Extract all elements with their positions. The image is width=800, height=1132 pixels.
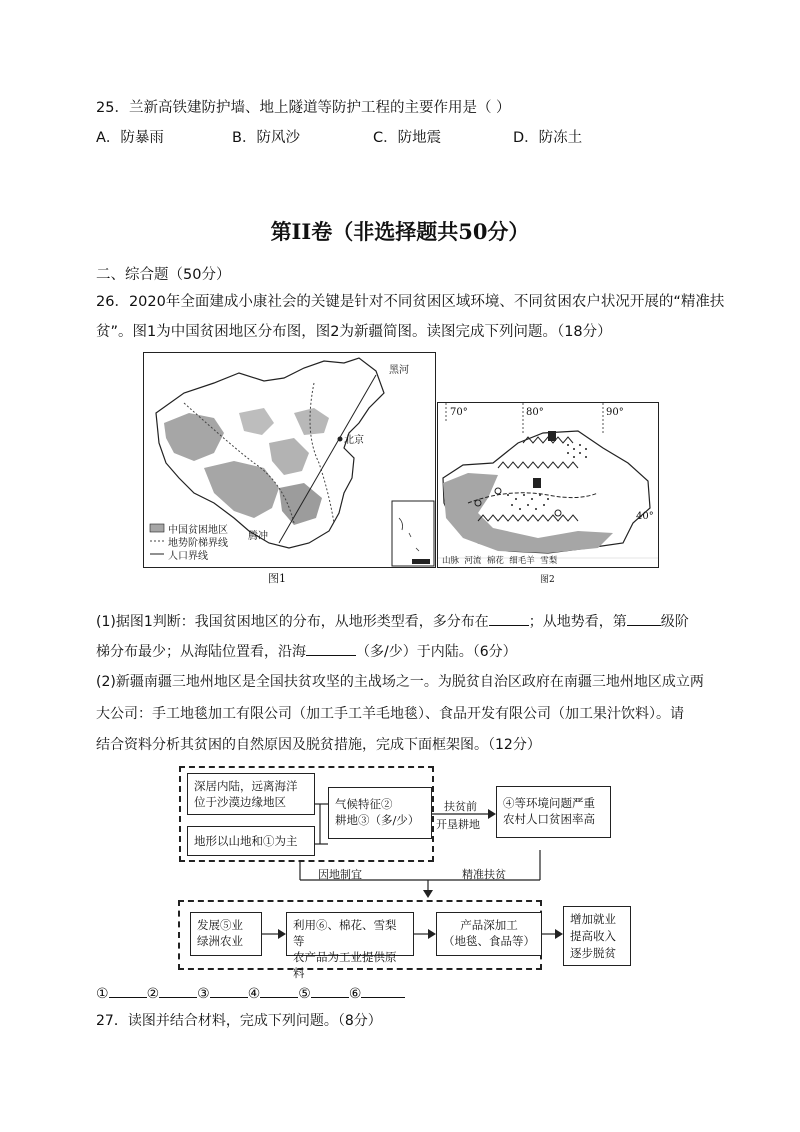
- label-heihe: 黑河: [389, 365, 409, 376]
- q27-stem: 27．读图并结合材料，完成下列问题。（8分）: [96, 1013, 382, 1029]
- q26-stem-line2: 贫”。图1为中国贫困地区分布图，图2为新疆简图。读图完成下列问题。（18分）: [96, 324, 612, 340]
- box-environment-problem: [496, 786, 611, 838]
- figure-1-china-map: [143, 352, 436, 568]
- box-develop-line2: 绿洲农业: [197, 934, 243, 948]
- q26-stem-line1: 26．2020年全面建成小康社会的关键是针对不同贫困区域环境、不同贫困农户状况开展的“精准扶: [96, 294, 725, 310]
- box-outcome-line1: 增加就业: [570, 912, 616, 926]
- box-develop-line1: 发展⑤业: [197, 918, 243, 932]
- box-raw-line2: 农产品为工业提供原料: [293, 950, 397, 980]
- box-deep-processing: [436, 912, 542, 956]
- box-terrain: 地形以山地和①为主: [187, 826, 315, 856]
- box-develop-industry: [190, 912, 262, 956]
- xinjiang-map-graphic: [438, 403, 659, 568]
- fig2-legend: [442, 554, 557, 566]
- label-targeted-poverty: 精准扶贫: [462, 868, 506, 881]
- figure-2-xinjiang-map: [437, 402, 659, 568]
- answer-mark-5: ⑤: [298, 986, 311, 1002]
- box-outcome-line3: 逐步脱贫: [570, 946, 616, 960]
- legend-staircase-line: 地势阶梯界线: [168, 538, 228, 549]
- q26-sub1-text-c: 级阶: [660, 614, 689, 630]
- box-deep-line2: （地毯、食品等）: [443, 934, 535, 948]
- label-tengchong: 腾冲: [248, 531, 268, 542]
- answer-mark-2: ②: [146, 986, 160, 1002]
- figure-1-caption: 图1: [268, 572, 286, 585]
- legend-population-line: 人口界线: [168, 551, 208, 562]
- answer-blank-3[interactable]: [210, 983, 248, 998]
- q25-stem: 25．兰新高铁建防护墙、地上隧道等防护工程的主要作用是（ ）: [96, 100, 511, 116]
- lat-label-40: 40°: [636, 511, 654, 522]
- box-location: [187, 773, 315, 815]
- legend-mountain: 山脉: [442, 556, 460, 566]
- legend-river: 河流: [464, 556, 482, 566]
- answer-blank-6[interactable]: [361, 983, 405, 998]
- label-beijing: 北京: [344, 435, 364, 446]
- box-location-line2: 位于沙漠边缘地区: [194, 795, 286, 809]
- q25-option-a[interactable]: A．防暴雨: [96, 130, 164, 146]
- section-title: 第II卷（非选择题共50分）: [270, 219, 530, 244]
- box-environment-line1: ④等环境问题严重: [503, 796, 595, 810]
- q26-sub1-line1: [96, 611, 689, 632]
- box-outcome-line2: 提高收入: [570, 929, 616, 943]
- legend-sheep: 细毛羊: [509, 556, 535, 566]
- q26-sub1-text-e: （多/少）于内陆。（6分）: [356, 644, 517, 660]
- q26-sub1-text-b: ；从地势看，第: [528, 614, 627, 630]
- legend-poverty-area: 中国贫困地区: [168, 525, 228, 536]
- answer-mark-4: ④: [247, 986, 261, 1002]
- box-outcome: [563, 906, 631, 966]
- arrow-label-reclaim: 开垦耕地: [436, 818, 480, 831]
- answer-mark-3: ③: [197, 986, 210, 1002]
- lon-label-70: 70°: [450, 407, 468, 418]
- part-heading: 二、综合题（50分）: [96, 267, 231, 283]
- q26-sub1-line2: [96, 641, 517, 662]
- q25-option-b[interactable]: B．防风沙: [232, 130, 300, 146]
- box-environment-line2: 农村人口贫困率高: [503, 812, 595, 826]
- lon-label-80: 80°: [526, 407, 544, 418]
- answer-mark-1: ①: [96, 986, 109, 1002]
- box-climate-line1: 气候特征②: [335, 797, 393, 811]
- box-climate-farmland: [328, 787, 432, 839]
- answer-row: [96, 983, 405, 1004]
- q26-sub1-text-a: (1)据图1判断：我国贫困地区的分布，从地形类型看，多分布在: [96, 614, 489, 630]
- answer-blank-terrain[interactable]: [489, 611, 529, 626]
- legend-cotton: 棉花: [486, 556, 504, 566]
- box-raw-line1: 利用⑥、棉花、雪梨等: [293, 918, 397, 948]
- legend-pear: 雪梨: [540, 556, 558, 566]
- q26-sub2-line3: 结合资料分析其贫困的自然原因及脱贫措施，完成下面框架图。（12分）: [96, 737, 541, 753]
- answer-blank-5[interactable]: [311, 983, 349, 998]
- box-location-line1: 深居内陆，远离海洋: [194, 779, 298, 793]
- lon-label-90: 90°: [606, 407, 624, 418]
- box-raw-materials: [286, 912, 414, 980]
- q26-sub2-line2: 大公司：手工地毯加工有限公司（加工手工羊毛地毯）、食品开发有限公司（加工果汁饮料）。请: [96, 706, 684, 722]
- answer-mark-6: ⑥: [348, 986, 362, 1002]
- q26-sub1-text-d: 梯分布最少；从海陆位置看，沿海: [96, 644, 306, 660]
- q25-option-d[interactable]: D．防冻土: [513, 130, 583, 146]
- q26-sub2-line1: (2)新疆南疆三地州地区是全国扶贫攻坚的主战场之一。为脱贫自治区政府在南疆三地州地区成立两: [96, 674, 704, 690]
- label-adapt-local: 因地制宜: [318, 868, 362, 881]
- answer-blank-coastal[interactable]: [306, 641, 356, 656]
- answer-blank-1[interactable]: [109, 983, 147, 998]
- answer-blank-2[interactable]: [159, 983, 197, 998]
- arrow-label-before-poverty: 扶贫前: [444, 800, 477, 813]
- q25-option-c[interactable]: C．防地震: [373, 130, 442, 146]
- box-climate-line2: 耕地③（多/少）: [335, 813, 420, 827]
- answer-blank-step[interactable]: [627, 611, 661, 626]
- figure-2-caption: 图2: [540, 575, 555, 585]
- answer-blank-4[interactable]: [260, 983, 298, 998]
- box-deep-line1: 产品深加工: [460, 918, 518, 932]
